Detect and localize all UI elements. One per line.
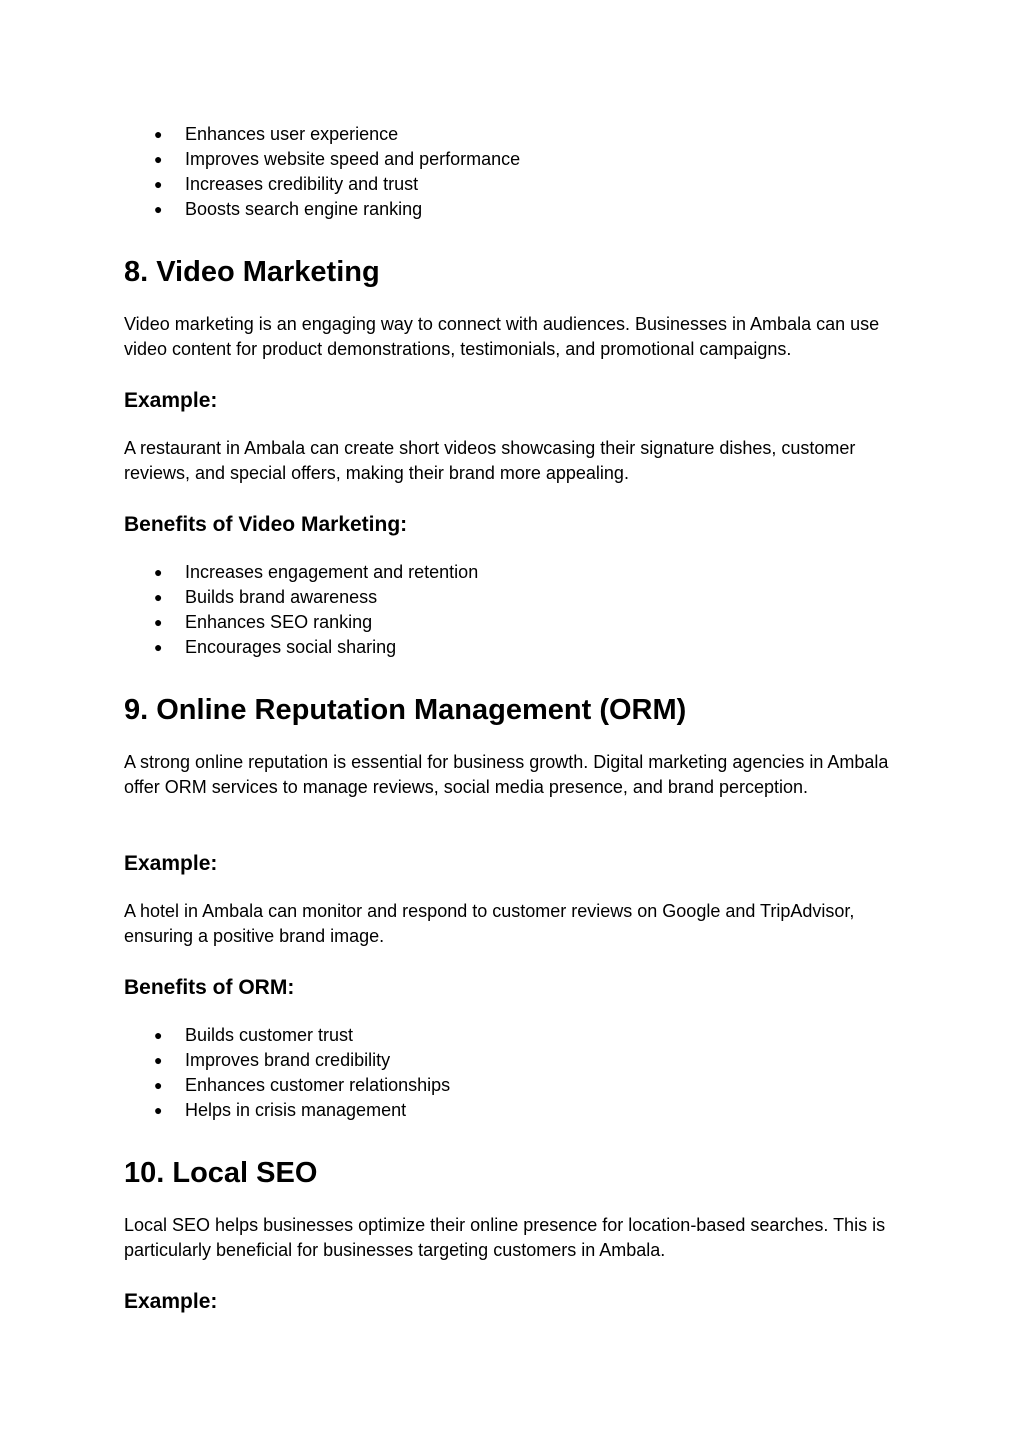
bullet-icon: ● — [154, 614, 163, 630]
example-paragraph: A hotel in Ambala can monitor and respond to customer reviews on Google and TripAdvisor, ensuring a positive brand image. — [124, 901, 855, 946]
list-item: ● Enhances customer relationships — [124, 1073, 450, 1098]
bullet-icon: ● — [154, 151, 163, 167]
bullet-icon: ● — [154, 126, 163, 142]
section-paragraph: Local SEO helps businesses optimize their online presence for location-based searches. This is particularly beneficial for businesses targeting customers in Ambala. — [124, 1215, 886, 1260]
bullet-icon: ● — [154, 639, 163, 655]
section-heading-video-marketing: 8. Video Marketing — [124, 256, 380, 288]
section-heading-orm: 9. Online Reputation Management (ORM) — [124, 694, 687, 726]
list-item: ● Builds customer trust — [124, 1023, 450, 1048]
bullet-icon: ● — [154, 1052, 163, 1068]
list-item: ● Encourages social sharing — [124, 635, 478, 660]
list-item: ● Helps in crisis management — [124, 1098, 450, 1123]
section-paragraph: Video marketing is an engaging way to connect with audiences. Businesses in Ambala can use video content for product demonstrations, testimonials, and promotional campaigns. — [124, 314, 880, 359]
bullet-icon: ● — [154, 1077, 163, 1093]
bullet-icon: ● — [154, 564, 163, 580]
list-item: ● Boosts search engine ranking — [124, 197, 520, 222]
section-paragraph: A strong online reputation is essential for business growth. Digital marketing agencies in Ambala offer ORM services to manage reviews, social media presence, and brand perception. — [124, 752, 889, 797]
list-item: ● Increases engagement and retention — [124, 560, 478, 585]
list-item: ● Builds brand awareness — [124, 585, 478, 610]
bullet-list-top — [124, 122, 520, 222]
benefits-heading: Benefits of ORM: — [124, 976, 295, 999]
example-heading: Example: — [124, 389, 218, 412]
bullet-icon: ● — [154, 589, 163, 605]
list-item: ● Improves brand credibility — [124, 1048, 450, 1073]
list-item: ● Increases credibility and trust — [124, 172, 520, 197]
bullet-icon: ● — [154, 176, 163, 192]
list-item: ● Improves website speed and performance — [124, 147, 520, 172]
list-item: ● Enhances SEO ranking — [124, 610, 478, 635]
bullet-icon: ● — [154, 1102, 163, 1118]
benefits-heading: Benefits of Video Marketing: — [124, 513, 408, 536]
example-heading: Example: — [124, 852, 218, 875]
bullet-icon: ● — [154, 1027, 163, 1043]
example-heading: Example: — [124, 1290, 218, 1313]
example-paragraph: A restaurant in Ambala can create short videos showcasing their signature dishes, customer reviews, and special offers, making their brand more appealing. — [124, 438, 856, 483]
list-item: ● Enhances user experience — [124, 122, 520, 147]
section-heading-local-seo: 10. Local SEO — [124, 1157, 318, 1189]
benefits-list-video-marketing — [124, 560, 478, 660]
benefits-list-orm — [124, 1023, 450, 1123]
bullet-icon: ● — [154, 201, 163, 217]
